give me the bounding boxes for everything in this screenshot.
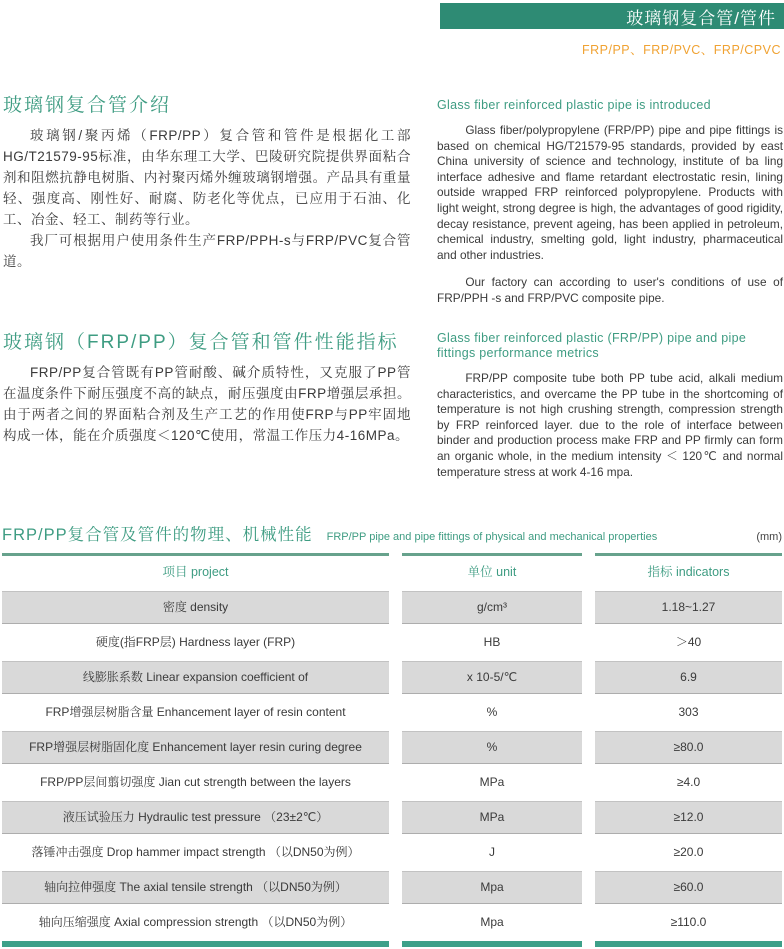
table-cell: x 10-5/℃ — [402, 661, 582, 694]
table-title-en: FRP/PP pipe and pipe fittings of physical and mechanical properties — [326, 531, 658, 543]
header-bar — [440, 3, 784, 29]
table-row — [2, 906, 782, 939]
table-cell: Mpa — [402, 906, 582, 939]
intro-paragraph-en-2: Our factory can according to user's conditions of use of FRP/PPH -s and FRP/PVC composite pipe. — [437, 275, 783, 305]
table-row — [2, 626, 782, 659]
table-cell: 线膨胀系数 Linear expansion coefficient of — [2, 661, 389, 694]
table-row — [2, 591, 782, 624]
table-cell: ≥12.0 — [595, 801, 782, 834]
intro-body-zh — [3, 125, 411, 272]
table-cell: ≥20.0 — [595, 836, 782, 869]
table-cell: ≥110.0 — [595, 906, 782, 939]
table-bottom-border — [2, 941, 782, 947]
table-cell: HB — [402, 626, 582, 659]
table-cell: 303 — [595, 696, 782, 729]
table-cell: ≥80.0 — [595, 731, 782, 764]
performance-heading-en: Glass fiber reinforced plastic (FRP/PP) pipe and pipe fittings performance metrics — [437, 331, 747, 360]
table-cell: 轴向压缩强度 Axial compression strength （以DN50为例） — [2, 906, 389, 939]
intro-paragraph-zh-2: 我厂可根据用户使用条件生产FRP/PPH-s与FRP/PVC复合管道。 — [3, 233, 411, 269]
performance-heading-zh: 玻璃钢（FRP/PP）复合管和管件性能指标 — [3, 332, 399, 353]
table-cell: 液压试验压力 Hydraulic test pressure （23±2℃） — [2, 801, 389, 834]
intro-paragraph-zh-1: 玻璃钢/聚丙烯（FRP/PP）复合管和管件是根据化工部HG/T21579-95标准，由华东理工大学、巴陵研究院提供界面粘合剂和阻燃抗静电树脂、内衬聚丙烯外缠玻璃钢增强。产品具有重量轻、强度高、刚性好、耐腐、防老化等优点，已应用于石油、化工、冶金、轻工、制药等行业。 — [3, 128, 411, 227]
intro-paragraph-en-1: Glass fiber/polypropylene (FRP/PP) pipe and pipe fittings is based on chemical HG/T21579-95 standards, provided by east China university of science and technology, institute of ba ling interface adhesive and flame retardant electrostatic resin, lining outside wrapped FRP reinforced polypropylene. Products with light weight, strong degree is high, the advantages of good rigidity, decay resistance, prevent ageing, has been applied in petroleum, chemical industry, smelting gold, light industry, pharmaceutical and other industries. — [437, 123, 783, 262]
table-cell: 6.9 — [595, 661, 782, 694]
section-intro-zh — [3, 90, 411, 272]
table-row — [2, 871, 782, 904]
table-cell: 轴向拉伸强度 The axial tensile strength （以DN50为例） — [2, 871, 389, 904]
section-performance-zh — [3, 327, 411, 446]
table-row — [2, 731, 782, 764]
table-header-cell: 指标 indicators — [595, 553, 782, 589]
table-unit-note: (mm) — [756, 531, 782, 543]
table-cell: MPa — [402, 766, 582, 799]
table-cell: J — [402, 836, 582, 869]
table-row — [2, 696, 782, 729]
table-cell: % — [402, 696, 582, 729]
intro-heading-en: Glass fiber reinforced plastic pipe is introduced — [437, 98, 711, 112]
table-row — [2, 766, 782, 799]
table-header-cell: 单位 unit — [402, 553, 582, 589]
intro-body-en — [437, 123, 783, 307]
performance-paragraph-zh: FRP/PP复合管既有PP管耐酸、碱介质特性，又克服了PP管在温度条件下耐压强度不高的缺点，耐压强度由FRP增强层承担。由于两者之间的界面粘合剂及生产工艺的作用使FRP与PP牢固地构成一体，能在介质强度＜120℃使用，常温工作压力4-16MPa。 — [3, 365, 411, 443]
table-cell: ≥60.0 — [595, 871, 782, 904]
table-cell: FRP增强层树脂含量 Enhancement layer of resin content — [2, 696, 389, 729]
table-cell: % — [402, 731, 582, 764]
product-codes: FRP/PP、FRP/PVC、FRP/CPVC — [581, 43, 781, 57]
table-cell: 1.18~1.27 — [595, 591, 782, 624]
table-title-row — [2, 521, 782, 545]
performance-paragraph-en: FRP/PP composite tube both PP tube acid, alkali medium characteristics, and overcame the PP tube in the shortcoming of temperature is not high crushing strength, compression strength by FRP reinforced layer. due to the role of interface between binder and production process make FRP and PP firmly can form an organic whole, in the medium intensity ＜ 120℃ and normal temperature stress at work 4-16 mpa. — [437, 371, 783, 479]
table-row — [2, 661, 782, 694]
table-cell: 硬度(指FRP层) Hardness layer (FRP) — [2, 626, 389, 659]
table-header-cell: 项目 project — [2, 553, 389, 589]
table-cell: ＞40 — [595, 626, 782, 659]
table-header-row — [2, 553, 782, 589]
table-row — [2, 801, 782, 834]
performance-body-zh — [3, 362, 411, 446]
section-performance-en — [437, 331, 783, 492]
properties-table — [2, 553, 782, 947]
table-cell: FRP/PP层间翦切强度 Jian cut strength between the layers — [2, 766, 389, 799]
table-row — [2, 836, 782, 869]
table-cell: 落锤冲击强度 Drop hammer impact strength （以DN50为例） — [2, 836, 389, 869]
table-cell: FRP增强层树脂固化度 Enhancement layer resin curing degree — [2, 731, 389, 764]
performance-body-en — [437, 371, 783, 480]
table-cell: g/cm³ — [402, 591, 582, 624]
table-title-zh: FRP/PP复合管及管件的物理、机械性能 — [2, 526, 313, 544]
table-cell: Mpa — [402, 871, 582, 904]
table-cell: 密度 density — [2, 591, 389, 624]
section-intro-en — [437, 98, 783, 319]
intro-heading-zh: 玻璃钢复合管介绍 — [3, 95, 172, 116]
page-title: 玻璃钢复合管/管件 — [626, 8, 776, 28]
table-cell: ≥4.0 — [595, 766, 782, 799]
table-cell: MPa — [402, 801, 582, 834]
